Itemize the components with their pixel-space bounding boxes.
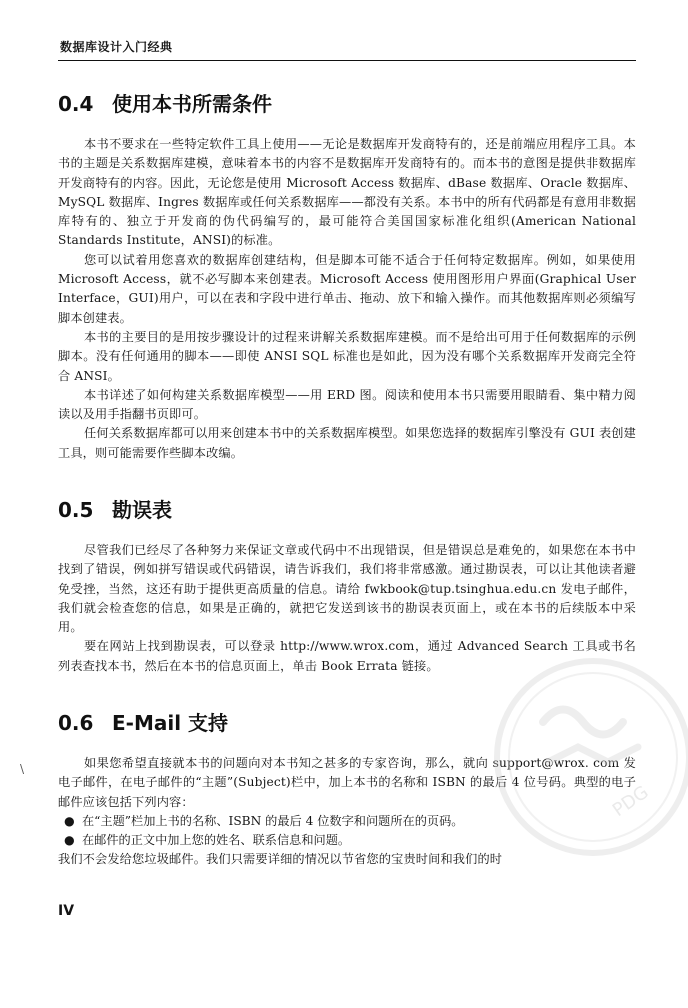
running-header: 数据库设计入门经典 [60, 40, 173, 54]
bullet-icon: ● [64, 813, 75, 828]
margin-mark: \ [20, 762, 25, 776]
page-number: IV [58, 903, 75, 919]
section-heading [58, 708, 636, 738]
section-requirements [58, 89, 636, 463]
list-item-text: 在“主题”栏加上书的名称、ISBN 的最后 4 位数字和问题所在的页码。 [82, 813, 464, 828]
list-item [58, 831, 636, 850]
paragraph: 尽管我们已经尽了各种努力来保证文章或代码中不出现错误，但是错误总是难免的，如果您在本书中找到了错误，例如拼写错误或代码错误，请告诉我们，我们将非常感激。通过勘误表，可以让其他读者避免受挫，当然，这还有助于提供更高质量的信息。请给 fwkbook@tup.tsinghua.edu.cn 发电子邮件，我们就会检查您的信息，如果是正确的，就把它发送到该书的勘误表页面上，或在本书的后续版本中采用。 [58, 543, 636, 635]
section-number: 0.4 [58, 92, 94, 116]
section-heading [58, 495, 636, 525]
section-number: 0.5 [58, 498, 94, 522]
paragraph: 本书详述了如何构建关系数据库模型——用 ERD 图。阅读和使用本书只需要用眼睛看、集中精力阅读以及用手指翻书页即可。 [58, 387, 636, 422]
header-rule [58, 60, 636, 61]
paragraph: 任何关系数据库都可以用来创建本书中的关系数据库模型。如果您选择的数据库引擎没有 GUI 表创建工具，则可能需要作些脚本改编。 [58, 426, 636, 460]
section-title: 勘误表 [112, 498, 172, 522]
paragraph: 本书的主要目的是用按步骤设计的过程来讲解关系数据库建模。而不是给出可用于任何数据库的示例脚本。没有任何通用的脚本——即使 ANSI SQL 标准也是如此，因为没有哪个关系数据库开发商完全符合 ANSI。 [58, 329, 636, 383]
section-email-support [58, 708, 636, 870]
section-heading [58, 89, 636, 119]
watermark-text: PDG [608, 781, 653, 822]
section-title: 使用本书所需条件 [112, 92, 272, 116]
section-number: 0.6 [58, 711, 94, 735]
section-title: E-Mail 支持 [112, 711, 229, 735]
section-errata [58, 495, 636, 676]
list-item [58, 812, 636, 831]
paragraph: 如果您希望直接就本书的问题向对本书知之甚多的专家咨询，那么，就向 support@wrox. com 发电子邮件，在电子邮件的“主题”(Subject)栏中，加上本书的名称和 ISBN 的最后 4 位号码。典型的电子邮件应该包括下列内容： [58, 756, 636, 809]
list-item-text: 在邮件的正文中加上您的姓名、联系信息和问题。 [82, 833, 351, 848]
bullet-list [58, 812, 636, 851]
paragraph-continued: 我们不会发给您垃圾邮件。我们只需要详细的情况以节省您的宝贵时间和我们的时 [58, 852, 503, 867]
bullet-icon: ● [64, 833, 75, 848]
paragraph: 要在网站上找到勘误表，可以登录 http://www.wrox.com，通过 Advanced Search 工具或书名列表查找本书，然后在本书的信息页面上，单击 Book Errata 链接。 [58, 639, 636, 673]
paragraph: 您可以试着用您喜欢的数据库创建结构，但是脚本可能不适合于任何特定数据库。例如，如果使用 Microsoft Access，就不必写脚本来创建表。Microsoft Access 使用图形用户界面(Graphical User Interface，GUI)用户，可以在表和字段中进行单击、拖动、放下和输入操作。而其他数据库则必须编写脚本创建表。 [58, 252, 636, 325]
paragraph: 本书不要求在一些特定软件工具上使用——无论是数据库开发商特有的，还是前端应用程序工具。本书的主题是关系数据库建模，意味着本书的内容不是数据库开发商特有的。而本书的意图是提供非数据库开发商特有的内容。因此，无论您是使用 Microsoft Access 数据库、dBase 数据库、Oracle 数据库、MySQL 数据库、Ingres 数据库或任何关系数据库——都没有关系。本书中的所有代码都是有意用非数据库特有的、独立于开发商的伪代码编写的，最可能符合美国国家标准化组织(American National Standards Institute，ANSI)的标准。 [58, 137, 636, 248]
